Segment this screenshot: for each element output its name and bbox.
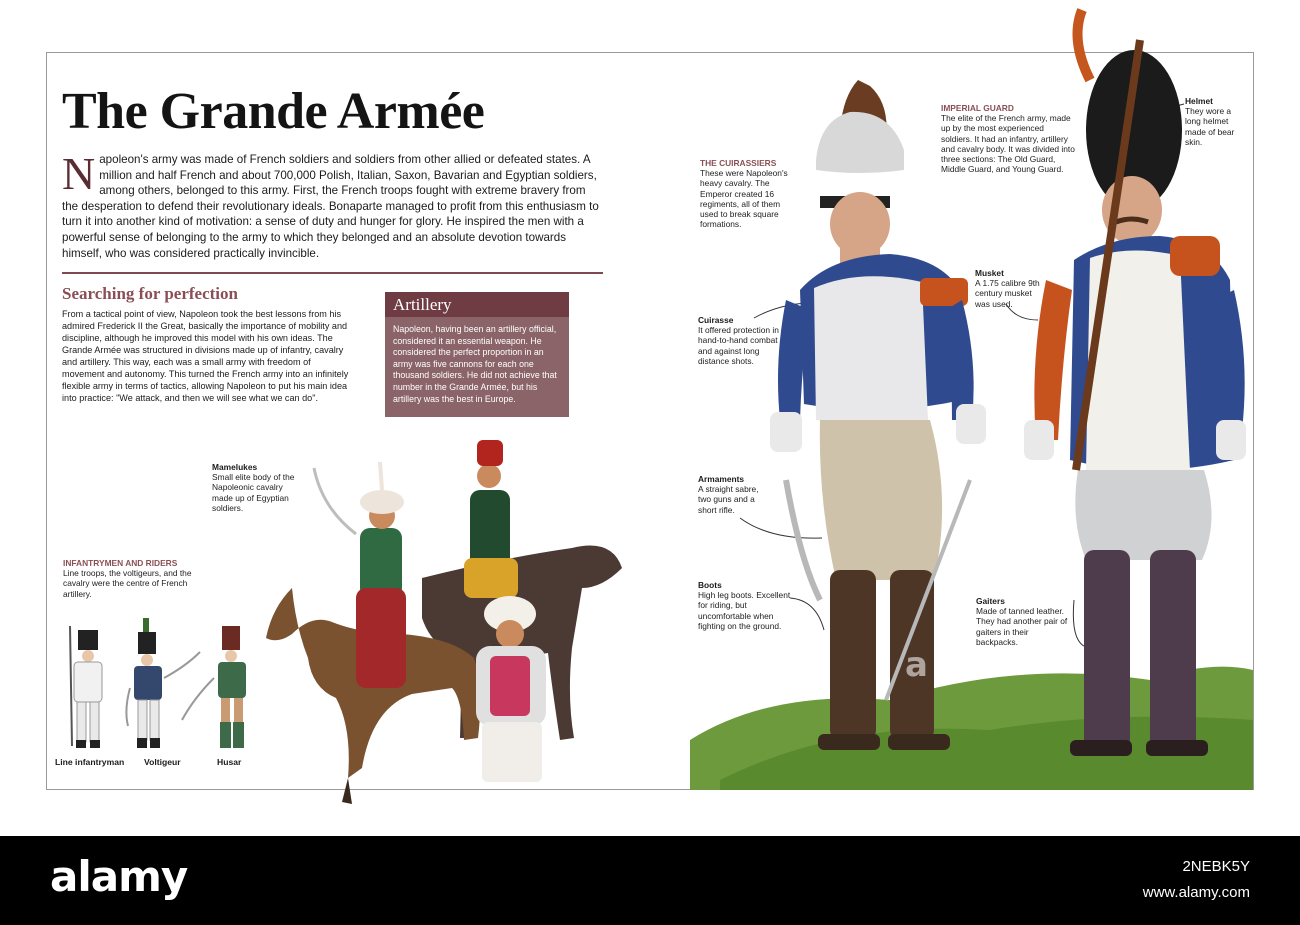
cuirasse-text: It offered protection in hand-to-hand combat and against long distance shots. (698, 325, 779, 366)
line-infantryman-figure (70, 626, 102, 748)
rear-rider (464, 440, 518, 598)
page-title: The Grande Armée (62, 83, 485, 140)
husar-caption: Husar (217, 757, 242, 767)
imperial-guard-heading: IMPERIAL GUARD (941, 103, 1014, 113)
alamy-watermark: a (905, 645, 928, 685)
armaments-heading: Armaments (698, 474, 745, 484)
section-divider (62, 272, 603, 274)
gaiters-text: Made of tanned leather. They had another pair of gaiters in their backpacks. (976, 606, 1068, 647)
soldiers-illustration (690, 0, 1253, 790)
gaiters-heading: Gaiters (976, 596, 1005, 606)
infantrymen-label (63, 558, 203, 599)
infantry-figures-illustration (58, 618, 258, 760)
mamelukes-illustration (252, 438, 628, 830)
boots-heading: Boots (698, 580, 722, 590)
site-url: www.alamy.com (1142, 884, 1250, 901)
boots-text: High leg boots. Excellent for riding, but uncomfortable when fighting on the ground. (698, 590, 791, 631)
infantrymen-heading: INFANTRYMEN AND RIDERS (63, 558, 178, 568)
voltigeur-figure (126, 618, 200, 748)
imperial-guard-text: The elite of the French army, made up by the most experienced soldiers. It had an infantry, artillery and cavalry body. It was divided into three sections: The Old Guard, Middle Guard, and Young Guard. (941, 113, 1075, 175)
husar-figure (182, 626, 246, 748)
cuirassier-figure (770, 80, 986, 750)
imperial-guard-figure (1024, 10, 1246, 756)
intro-text: apoleon's army was made of French soldiers and soldiers from other allied or defeated states. A million and half French and about 700,000 Polish, Italian, Saxon, Bavarian and Egyptian soldiers, among others, belonged to this army. First, the French troops fought with extreme bravery from the desperation to defend their revolutionary ideals. Bonaparte managed to profit from this enthusiasm to turn it into another kind of motivation: a sense of duty and hunger for glory. He inspired the men with a powerful sense of belonging to the army to which they belonged and an absolute devotion towards himself, who was considered practically invincible. (62, 153, 599, 260)
armaments-text: A straight sabre, two guns and a short rifle. (698, 484, 759, 515)
image-id: 2NEBK5Y (1182, 858, 1250, 875)
artillery-box (385, 292, 569, 417)
artillery-heading: Artillery (385, 292, 569, 317)
infantrymen-text: Line troops, the voltigeurs, and the cavalry were the centre of French artillery. (63, 568, 192, 599)
helmet-text: They wore a long helmet made of bear skin. (1185, 106, 1235, 147)
alamy-logo: alamy (50, 852, 188, 901)
musket-text: A 1.75 calibre 9th century musket was used. (975, 278, 1040, 309)
line-infantryman-caption: Line infantryman (55, 757, 125, 767)
mamelukes-text: Small elite body of the Napoleonic cavalry made up of Egyptian soldiers. (212, 472, 295, 513)
cuirasse-heading: Cuirasse (698, 315, 734, 325)
cuirassiers-text: These were Napoleon's heavy cavalry. The Emperor created 16 regiments, all of them used to break square formations. (700, 168, 788, 230)
searching-text: From a tactical point of view, Napoleon took the best lessons from his admired Frederick II the Great, basically the importance of mobility and discipline, although he improved this model with his own ideas. The Grande Armée was structured in divisions made up of infantry, cavalry and artillery. This way, each was a small army with freedom of movement and autonomy. This turned the French army into an infinitely flexible army in terms of tactics, allowing Napoleon to put his main idea into practice: "We attack, and then we will see what we can do". (62, 309, 349, 403)
searching-heading: Searching for perfection (62, 284, 238, 303)
footer-bar (0, 836, 1300, 925)
mamelukes-heading: Mamelukes (212, 462, 258, 472)
voltigeur-caption: Voltigeur (144, 757, 181, 767)
cuirassiers-heading: THE CUIRASSIERS (700, 158, 777, 168)
intro-paragraph (62, 148, 604, 261)
drop-cap: N (62, 148, 96, 199)
musket-heading: Musket (975, 268, 1004, 278)
helmet-heading: Helmet (1185, 96, 1213, 106)
artillery-text: Napoleon, having been an artillery official, considered it an essential weapon. He considered the perfect proportion in an army was five cannons for each one thousand soldiers. He did not achieve that number in the Grande Armée, but his artillery was the best in Europe. (393, 324, 557, 404)
